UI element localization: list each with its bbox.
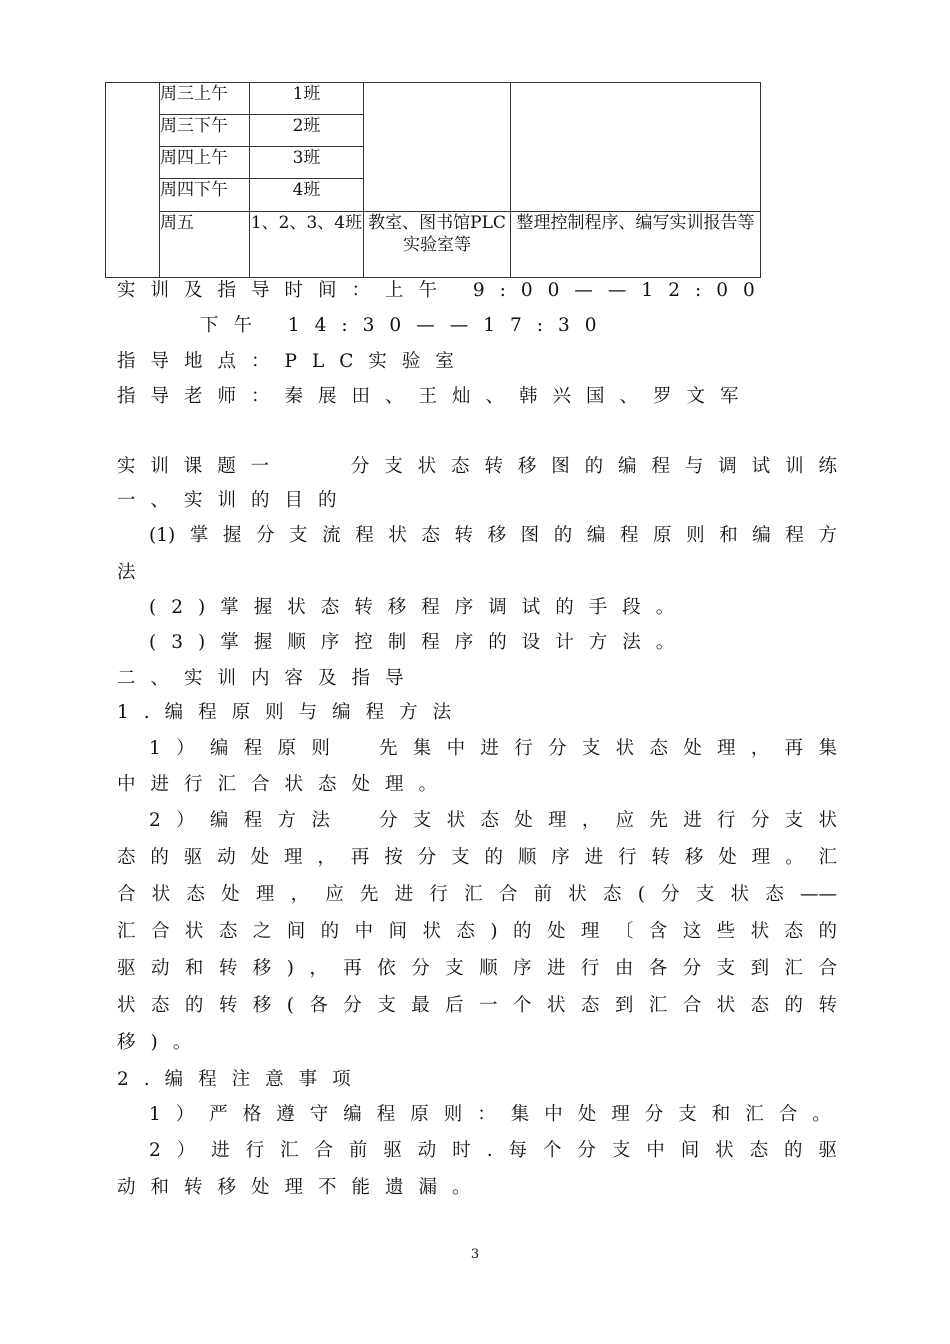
paragraph-line: 中进行汇合状态处理。 [117,774,453,795]
paragraph-line: 动和转移处理不能遗漏。 [117,1177,486,1198]
class-cell: 1班 [250,83,364,115]
section-heading: 二、实训内容及指导 [117,668,419,689]
location-cell: 教室、图书馆PLC实验室等 [364,211,511,277]
page-number: 3 [470,1247,480,1262]
paragraph-line: 移)。 [117,1032,207,1053]
day-cell: 周五 [160,211,250,277]
task-cell [511,83,761,212]
instructors: 指导老师：秦展田、王灿、韩兴国、罗文军 [117,386,754,407]
class-cell: 1、2、3、4班 [250,211,364,277]
paragraph-line: 状态的转移(各分支最后一个状态到汇合状态的转 [117,995,837,1016]
guidance-location: 指导地点：PLC实验室 [117,351,469,372]
training-time-am: 实训及指导时间：上午 9:00——12:00 [117,280,770,301]
paragraph-line: 2）编程方法 分支状态处理，应先进行分支状 [149,810,837,831]
paragraph-line: 合状态处理，应先进行汇合前状态(分支状态—— [117,884,837,905]
goal-item: (1)掌握分支流程状态转移图的编程原则和编程方 [149,525,837,546]
class-cell: 4班 [250,179,364,211]
paragraph-line: 汇合状态之间的中间状态)的处理〔含这些状态的 [117,921,837,942]
goal-item-continued: 法 [117,562,136,583]
day-cell: 周四下午 [160,179,250,211]
empty-cell [106,83,160,278]
section-heading: 一、实训的目的 [117,490,352,511]
subsection-heading: 1.编程原则与编程方法 [117,702,467,723]
day-cell: 周四上午 [160,147,250,179]
paragraph-line: 1）编程原则 先集中进行分支状态处理，再集 [149,738,837,759]
training-time-pm: 下午 14:30——17:30 [200,315,612,336]
task-cell: 整理控制程序、编写实训报告等 [511,211,761,277]
goal-item: (3)掌握顺序控制程序的设计方法。 [149,632,690,653]
table-row [106,83,761,115]
paragraph-line: 1）严格遵守编程原则：集中处理分支和汇合。 [149,1104,846,1125]
schedule-table [105,82,761,278]
topic-title: 实训课题一 分支状态转移图的编程与调试训练 [117,456,837,477]
class-cell: 2班 [250,115,364,147]
paragraph-line: 2）进行汇合前驱动时.每个分支中间状态的驱 [149,1140,837,1161]
subsection-heading: 2.编程注意事项 [117,1069,366,1090]
day-cell: 周三下午 [160,115,250,147]
location-cell [364,83,511,212]
class-cell: 3班 [250,147,364,179]
goal-item: (2)掌握状态转移程序调试的手段。 [149,597,690,618]
table-row [106,211,761,277]
paragraph-line: 态的驱动处理，再按分支的顺序进行转移处理。汇 [117,847,837,868]
paragraph-line: 驱动和转移)，再依分支顺序进行由各分支到汇合 [117,958,837,979]
day-cell: 周三上午 [160,83,250,115]
